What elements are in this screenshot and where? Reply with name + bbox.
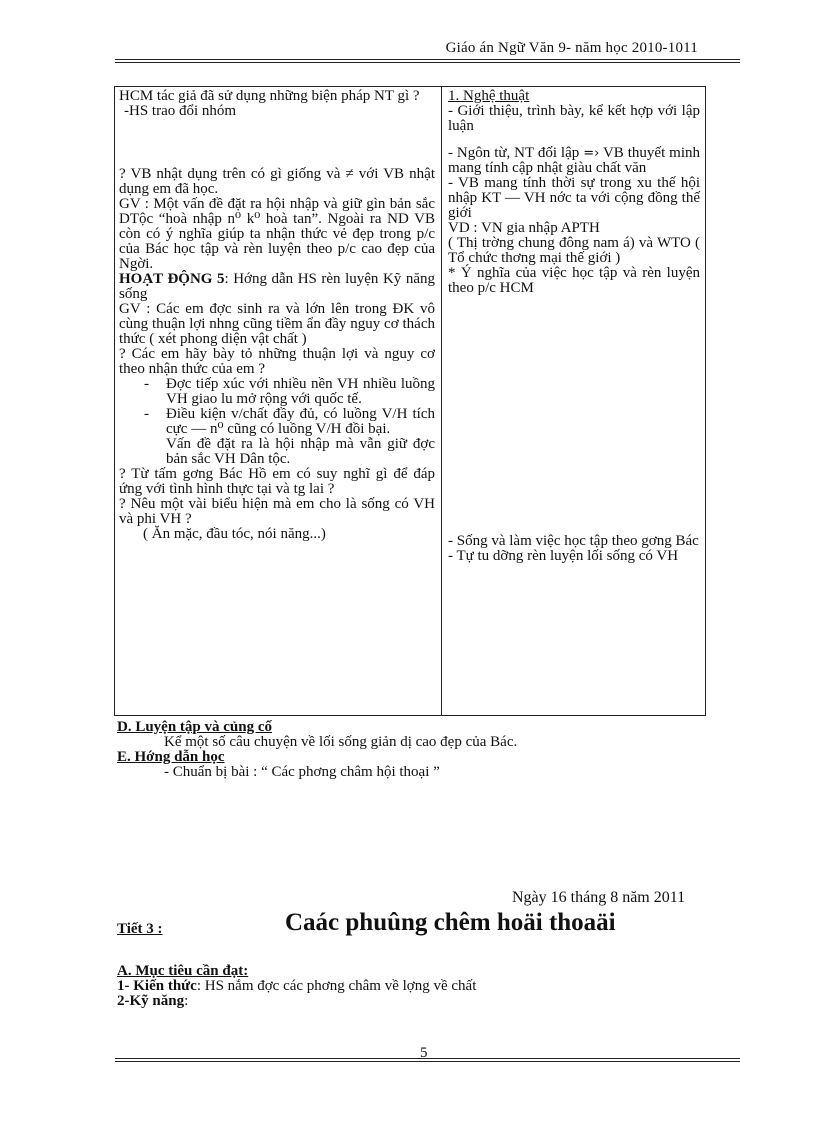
right-paragraph [448, 146, 700, 176]
table-column-divider [441, 87, 442, 715]
list-dash: - [144, 406, 149, 422]
table-left-column [119, 89, 435, 542]
header-title: Giáo án Ngữ Văn 9- năm học 2010-1011 [445, 40, 698, 56]
left-paragraph: ? VB nhật dụng trên có gì giống và ≠ với VB nhật dụng em đã học. [119, 166, 435, 197]
skills-text: : [184, 993, 189, 1009]
left-paragraph: GV : Một vấn đề đặt ra hội nhập và giữ gìn bản sắc DTộc “hoà nhập n⁰ k⁰ hoà tan”. Ngoài ra ND VB còn có ý nghĩa giúp ta nhận thức vẻ đẹp trong p/c của Bác học tập và rèn luyện theo p/c cao đẹp của Ngời. [119, 196, 435, 272]
left-paragraph: ? Các em hãy bày tỏ những thuận lợi và nguy cơ theo nhận thức của em ? [119, 346, 435, 377]
left-paragraph: Vấn đề đặt ra là hội nhập mà vẫn giữ đợc bản sắc VH Dân tộc. [166, 436, 435, 467]
guidance-heading: E. Hớng dẫn học [117, 749, 225, 765]
left-paragraph: -HS trao đổi nhóm [124, 103, 237, 119]
left-paragraph: GV : Các em đợc sinh ra và lớn lên trong ĐK vô cùng thuận lợi nhng cũng tiềm ẩn đầy nguy cơ thách thức ( xét phong diện vật chất ) [119, 301, 435, 347]
left-paragraph: ( Ăn mặc, đầu tóc, nói năng...) [143, 526, 326, 542]
page-header [115, 38, 740, 60]
list-item-text: Điều kiện v/chất đầy đủ, có luồng V/H tích cực — n⁰ cũng có luồng V/H đồi bại. [166, 406, 435, 437]
right-paragraph: - VB mang tính thời sự trong xu thế hội nhập KT — VH nớc ta với cộng đồng thế giới [448, 175, 700, 221]
right-text: - Ngôn từ, NT đối lập [448, 145, 580, 161]
table-right-column [448, 89, 700, 564]
list-item-text: Đợc tiếp xúc với nhiều nền VH nhiều luồng VH giao lu mở rộng với quốc tế. [166, 376, 435, 407]
left-paragraph: ? Từ tấm gơng Bác Hồ em có suy nghĩ gì để đáp ứng với tình hình thực tại và tg lai ? [119, 466, 435, 497]
list-item [119, 407, 435, 437]
objectives-heading: A. Mục tiêu cần đạt: [117, 963, 249, 979]
lesson-title: Caác phuûng chêm hoäi thoaäi [285, 909, 616, 936]
activity-label: HOẠT ĐỘNG 5 [119, 271, 225, 287]
lesson-date: Ngày 16 tháng 8 năm 2011 [512, 889, 686, 906]
lesson-label: Tiết 3 : [117, 921, 163, 937]
practice-heading: D. Luyện tập và củng cố [117, 719, 273, 735]
right-paragraph: VD : VN gia nhập APTH [448, 220, 600, 236]
page-number: 5 [420, 1045, 428, 1061]
knowledge-line [117, 979, 476, 994]
objectives-section [117, 964, 476, 1009]
practice-text: Kể một số câu chuyện về lối sống giản dị cao đẹp của Bác. [164, 734, 518, 750]
knowledge-text: : HS nắm đợc các phơng châm về lợng về chất [196, 978, 477, 994]
right-paragraph: ( Thị trờng chung đông nam á) và WTO ( Tổ chức thơng mại thế giới ) [448, 235, 700, 266]
section-heading: 1. Nghệ thuật [448, 88, 530, 104]
arrow-icon: =› [583, 146, 600, 161]
left-paragraph: ? Nêu một vài biểu hiện mà em cho là sống có VH và phi VH ? [119, 496, 435, 527]
skills-line [117, 994, 476, 1009]
right-paragraph: - Giới thiệu, trình bày, kể kết hợp với lập luận [448, 103, 700, 134]
header-rule [115, 59, 740, 60]
page-footer [115, 1058, 740, 1066]
activity-heading [119, 272, 435, 302]
list-item [119, 377, 435, 407]
knowledge-label: 1- Kiến thức [117, 978, 197, 994]
footer-rule [115, 1061, 740, 1062]
left-paragraph: HCM tác giả đã sử dụng những biện pháp NT gì ? [119, 88, 420, 104]
activity-text: : Hớng dẫn HS rèn luyện Kỹ năng sống [119, 271, 435, 302]
right-paragraph: - Sống và làm việc học tập theo gơng Bác [448, 533, 699, 549]
guidance-text: - Chuẩn bị bài : “ Các phơng châm hội thoại ” [164, 764, 440, 780]
header-rule [115, 62, 740, 63]
skills-label: 2-Kỹ năng [117, 993, 185, 1009]
right-text: VB thuyết minh mang tính cập nhật giàu chất văn [448, 145, 701, 176]
footer-rule [115, 1058, 740, 1059]
list-dash: - [144, 376, 149, 392]
right-paragraph: - Tự tu dỡng rèn luyện lối sống có VH [448, 548, 679, 564]
right-paragraph: * Ý nghĩa của việc học tập và rèn luyện theo p/c HCM [448, 265, 700, 296]
practice-section [117, 720, 517, 780]
lesson-table [114, 86, 706, 716]
